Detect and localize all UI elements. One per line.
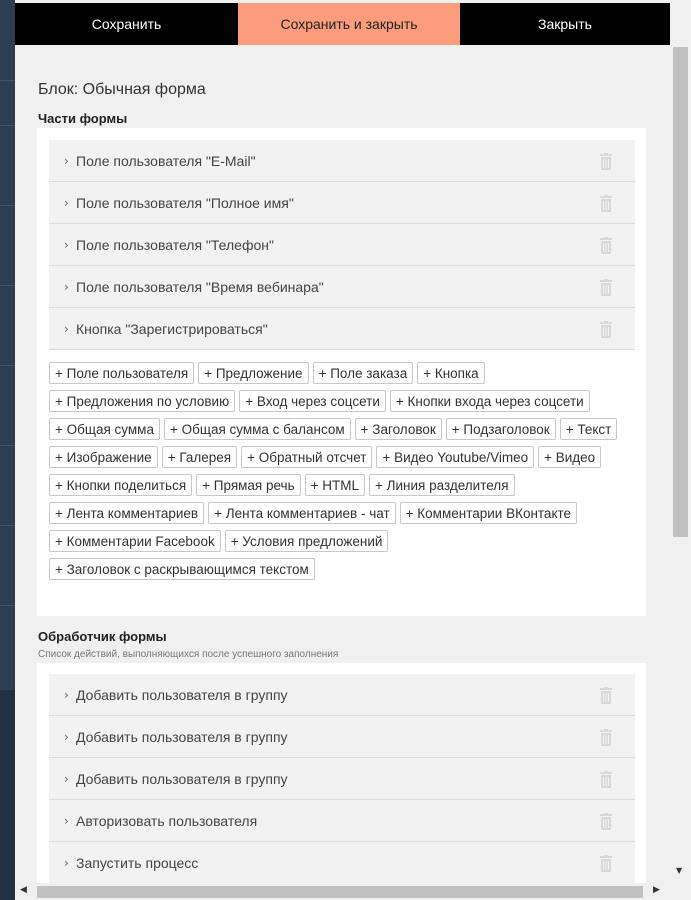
form-handler-panel [37,663,646,883]
add-conditional-offers-button[interactable]: + Предложения по условию [49,390,235,412]
form-part-row[interactable] [49,308,635,350]
scroll-right-arrow-icon[interactable]: ▶ [653,885,660,895]
scrollbar-thumb[interactable] [673,47,688,537]
add-total-with-balance-button[interactable]: + Общая сумма с балансом [164,418,351,440]
trash-icon[interactable] [599,321,613,338]
add-divider-button[interactable]: + Линия разделителя [369,474,514,496]
form-handler-subtitle: Список действий, выполняющихся после успешного заполнения [38,649,339,660]
trash-icon[interactable] [599,855,613,872]
add-heading-button[interactable]: + Заголовок [355,418,442,440]
chevron-right-icon[interactable]: › [64,279,69,294]
trash-icon[interactable] [599,195,613,212]
add-share-buttons-button[interactable]: + Кнопки поделиться [49,474,192,496]
add-part-buttons [49,362,635,586]
trash-icon[interactable] [599,237,613,254]
form-parts-panel [37,128,646,616]
form-part-row[interactable] [49,140,635,182]
chevron-right-icon[interactable]: › [64,321,69,336]
chevron-right-icon[interactable]: › [64,687,69,702]
form-parts-list [49,140,635,350]
form-handler-list [49,674,635,884]
handler-action-label: Запустить процесс [76,854,199,871]
add-order-field-button[interactable]: + Поле заказа [313,362,414,384]
chevron-right-icon[interactable]: › [64,855,69,870]
block-title: Блок: Обычная форма [38,81,206,98]
background-sidebar [0,0,15,900]
add-expandable-heading-button[interactable]: + Заголовок с раскрывающимся текстом [49,558,315,580]
add-offer-button[interactable]: + Предложение [198,362,308,384]
form-part-row[interactable] [49,224,635,266]
add-html-button[interactable]: + HTML [305,474,365,496]
horizontal-scrollbar[interactable] [15,883,670,900]
handler-action-label: Добавить пользователя в группу [76,770,288,787]
scroll-left-arrow-icon[interactable]: ◀ [20,885,27,895]
form-part-label: Поле пользователя "E-Mail" [76,152,256,169]
add-text-button[interactable]: + Текст [560,418,618,440]
form-part-row[interactable] [49,182,635,224]
form-part-label: Кнопка "Зарегистрироваться" [76,320,268,337]
chevron-right-icon[interactable]: › [64,153,69,168]
add-image-button[interactable]: + Изображение [49,446,158,468]
save-button[interactable]: Сохранить [15,3,238,45]
handler-action-label: Добавить пользователя в группу [76,728,288,745]
handler-action-label: Авторизовать пользователя [76,812,258,829]
form-part-label: Поле пользователя "Полное имя" [76,194,294,211]
handler-action-label: Добавить пользователя в группу [76,686,288,703]
trash-icon[interactable] [599,771,613,788]
chevron-right-icon[interactable]: › [64,771,69,786]
add-comments-feed-button[interactable]: + Лента комментариев [49,502,204,524]
add-vk-comments-button[interactable]: + Комментарии ВКонтакте [400,502,577,524]
trash-icon[interactable] [599,729,613,746]
handler-action-row[interactable] [49,716,635,758]
chevron-right-icon[interactable]: › [64,729,69,744]
handler-action-row[interactable] [49,800,635,842]
scroll-down-arrow-icon[interactable]: ▼ [676,866,683,875]
add-offer-terms-button[interactable]: + Условия предложений [225,530,389,552]
form-handler-title: Обработчик формы [38,629,167,644]
add-total-sum-button[interactable]: + Общая сумма [49,418,160,440]
handler-action-row[interactable] [49,674,635,716]
save-and-close-button[interactable]: Сохранить и закрыть [238,3,460,45]
form-part-label: Поле пользователя "Телефон" [76,236,274,253]
chevron-right-icon[interactable]: › [64,237,69,252]
form-part-label: Поле пользователя "Время вебинара" [76,278,324,295]
handler-action-row[interactable] [49,758,635,800]
trash-icon[interactable] [599,153,613,170]
add-social-login-button[interactable]: + Вход через соцсети [239,390,386,412]
add-social-login-buttons-button[interactable]: + Кнопки входа через соцсети [390,390,590,412]
chevron-right-icon[interactable]: › [64,813,69,828]
chevron-right-icon[interactable]: › [64,195,69,210]
add-gallery-button[interactable]: + Галерея [162,446,237,468]
add-video-button[interactable]: + Видео [538,446,601,468]
trash-icon[interactable] [599,279,613,296]
add-countdown-button[interactable]: + Обратный отсчет [241,446,372,468]
add-subheading-button[interactable]: + Подзаголовок [446,418,556,440]
add-quote-button[interactable]: + Прямая речь [196,474,301,496]
form-part-row[interactable] [49,266,635,308]
add-facebook-comments-button[interactable]: + Комментарии Facebook [49,530,221,552]
form-parts-title: Части формы [38,111,128,126]
vertical-scrollbar[interactable] [670,0,691,900]
trash-icon[interactable] [599,687,613,704]
add-button-button[interactable]: + Кнопка [417,362,484,384]
add-user-field-button[interactable]: + Поле пользователя [49,362,194,384]
add-comments-chat-button[interactable]: + Лента комментариев - чат [208,502,396,524]
toolbar [15,3,670,45]
handler-action-row[interactable] [49,842,635,884]
add-youtube-video-button[interactable]: + Видео Youtube/Vimeo [376,446,534,468]
block-editor-modal [15,0,670,900]
scrollbar-thumb[interactable] [37,886,643,898]
trash-icon[interactable] [599,813,613,830]
close-button[interactable]: Закрыть [460,3,670,45]
